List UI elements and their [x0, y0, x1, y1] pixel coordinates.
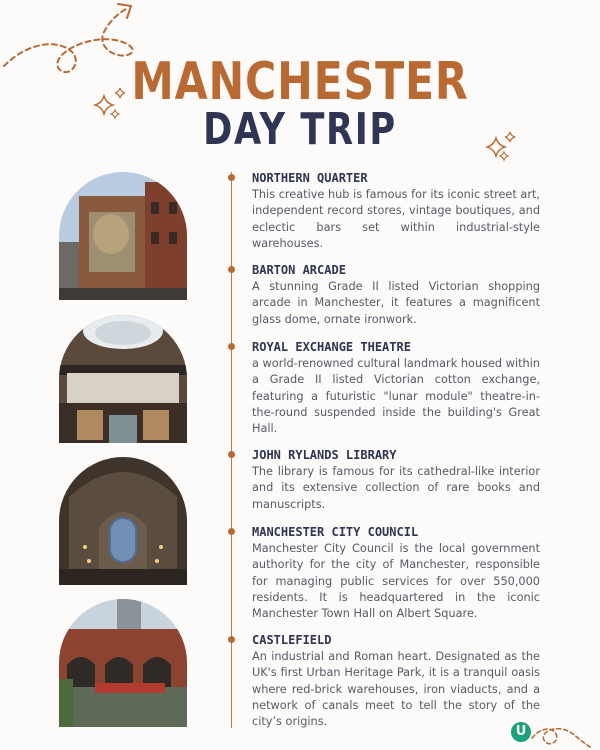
- timeline-dot: [228, 266, 235, 273]
- brand-logo-icon: U: [511, 722, 531, 742]
- entry-text: This creative hub is famous for its iconic street art, independent record stores, vintage boutiques, and eclectic bars set within industrial-style warehouses.: [252, 188, 540, 250]
- entry-title: ROYAL EXCHANGE THEATRE: [252, 340, 411, 354]
- photo-castlefield: [59, 599, 187, 727]
- entry-castlefield: [252, 633, 540, 730]
- timeline-dot: [228, 528, 235, 535]
- timeline-dot: [228, 174, 235, 181]
- timeline-line: [231, 172, 232, 728]
- entry-title: NORTHERN QUARTER: [252, 171, 368, 185]
- entry-northern-quarter: [252, 171, 540, 252]
- entry-manchester-city-council: [252, 525, 540, 622]
- entry-title: MANCHESTER CITY COUNCIL: [252, 525, 419, 539]
- entry-barton-arcade: [252, 263, 540, 328]
- entry-text: Manchester City Council is the local government authority for the city of Manchester, responsible for managing public services for over 550,000 residents. It is headquartered in the iconic Manchester Town Hall on Albert Square.: [252, 542, 540, 621]
- entry-john-rylands-library: [252, 448, 540, 513]
- timeline-dot: [228, 636, 235, 643]
- page-title: MANCHESTER: [131, 52, 469, 112]
- entry-text: The library is famous for its cathedral-like interior and its extensive collection of rare books and manuscripts.: [252, 465, 540, 511]
- timeline-dot: [228, 451, 235, 458]
- entry-text: A stunning Grade II listed Victorian shopping arcade in Manchester, it features a magnificent glass dome, ornate ironwork.: [252, 280, 540, 326]
- entry-title: BARTON ARCADE: [252, 263, 346, 277]
- photo-northern-quarter: [59, 172, 187, 300]
- page-subtitle: DAY TRIP: [203, 104, 397, 155]
- entry-title: CASTLEFIELD: [252, 633, 332, 647]
- entry-text: An industrial and Roman heart. Designated as the UK's first Urban Heritage Park, it is a tranquil oasis where red-brick warehouses, iron viaducts, and a network of canals meet to tell the story of the city’s origins.: [252, 650, 540, 729]
- photo-barton-arcade: [59, 315, 187, 443]
- entry-title: JOHN RYLANDS LIBRARY: [252, 448, 397, 462]
- timeline-dot: [228, 343, 235, 350]
- entry-royal-exchange-theatre: [252, 340, 540, 437]
- photo-john-rylands-library: [59, 457, 187, 585]
- entry-text: a world-renowned cultural landmark housed within a Grade II listed Victorian cotton exchange, featuring a futuristic "lunar module" theatre-in-the-round suspended inside the building's Great Hall.: [252, 357, 540, 436]
